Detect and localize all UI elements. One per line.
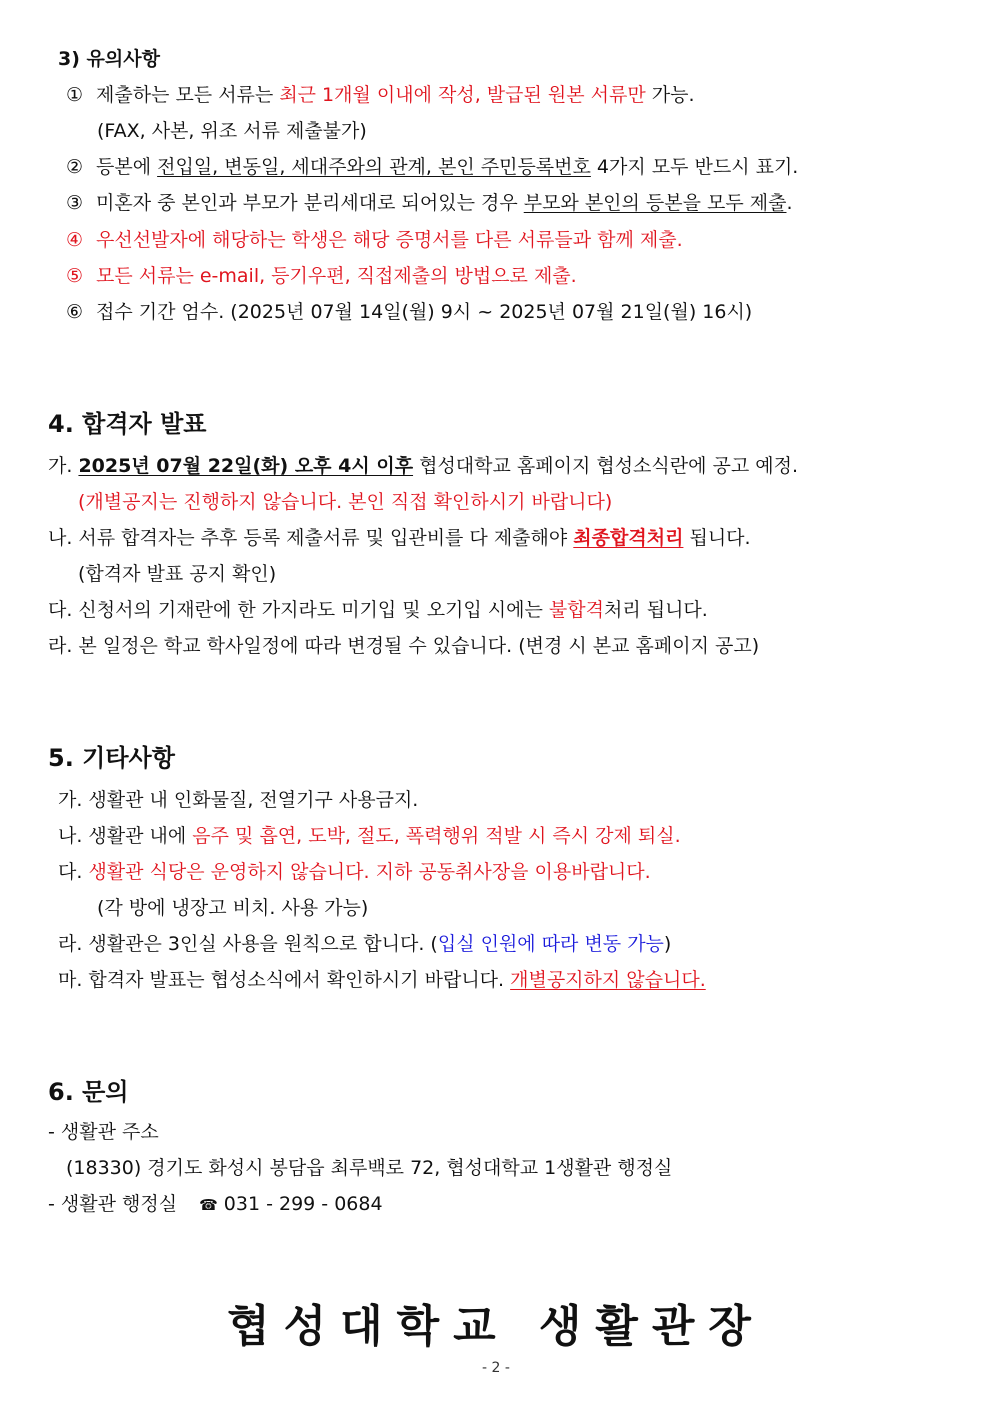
notice-item-1: ① 제출하는 모든 서류는 최근 1개월 이내에 작성, 발급된 원본 서류만 가능. — [66, 84, 695, 106]
announce-item-ra: 라. 본 일정은 학교 학사일정에 따라 변경될 수 있습니다. (변경 시 본교 홈페이지 공고) — [48, 635, 760, 657]
notice-item-2: ② 등본에 전입일, 변동일, 세대주와의 관계, 본인 주민등록번호 4가지 모두 반드시 표기. — [66, 156, 799, 178]
section-6-heading: 6. 문의 — [48, 1078, 129, 1106]
item-number: ② — [66, 156, 84, 178]
section-4-heading: 4. 합격자 발표 — [48, 410, 207, 438]
notice-item-5: ⑤ 모든 서류는 e-mail, 등기우편, 직접제출의 방법으로 제출. — [66, 265, 577, 287]
address-text: (18330) 경기도 화성시 봉담읍 최루백로 72, 협성대학교 1생활관 행정실 — [66, 1157, 673, 1179]
etc-item-ra: 라. 생활관은 3인실 사용을 원칙으로 합니다. (입실 인원에 따라 변동 가능) — [58, 933, 672, 955]
phone-number: 031 - 299 - 0684 — [223, 1193, 383, 1215]
warning-text: 생활관 식당은 운영하지 않습니다. 지하 공동취사장을 이용바랍니다. — [88, 861, 651, 883]
address-label: - 생활관 주소 — [48, 1121, 159, 1143]
phone-icon: ☎ — [199, 1196, 218, 1214]
warning-text: 개별공지하지 않습니다. — [510, 969, 706, 991]
item-number: ③ — [66, 192, 84, 214]
item-number: ① — [66, 84, 84, 106]
notice-item-4: ④ 우선선발자에 해당하는 학생은 해당 증명서를 다른 서류들과 함께 제출. — [66, 229, 683, 251]
underlined-text: 부모와 본인의 등본을 모두 제출 — [523, 192, 787, 214]
etc-item-ma: 마. 합격자 발표는 협성소식에서 확인하시기 바랍니다. 개별공지하지 않습니다. — [58, 969, 706, 991]
announce-item-na-note: (합격자 발표 공지 확인) — [78, 563, 277, 585]
section-5-heading: 5. 기타사항 — [48, 744, 175, 772]
notice-item-6: ⑥ 접수 기간 엄수. (2025년 07월 14일(월) 9시 ~ 2025년 07월 21일(월) 16시) — [66, 301, 753, 323]
etc-item-na: 나. 생활관 내에 음주 및 흡연, 도박, 절도, 폭력행위 적발 시 즉시 강제 퇴실. — [58, 825, 681, 847]
notice-item-3: ③ 미혼자 중 본인과 부모가 분리세대로 되어있는 경우 부모와 본인의 등본을 모두 제출. — [66, 192, 793, 214]
announce-item-ga: 가. 2025년 07월 22일(화) 오후 4시 이후 협성대학교 홈페이지 협성소식란에 공고 예정. — [48, 455, 799, 477]
item-number: ⑥ — [66, 301, 84, 323]
highlight-text: 최근 1개월 이내에 작성, 발급된 원본 서류만 — [279, 84, 646, 106]
announce-item-na: 나. 서류 합격자는 추후 등록 제출서류 및 입관비를 다 제출해야 최종합격처리 됩니다. — [48, 527, 751, 549]
warning-text: 음주 및 흡연, 도박, 절도, 폭력행위 적발 시 즉시 강제 퇴실. — [192, 825, 681, 847]
item-number: ⑤ — [66, 265, 84, 287]
announce-date: 2025년 07월 22일(화) 오후 4시 이후 — [78, 455, 414, 477]
page-number: - 2 - — [482, 1360, 510, 1376]
announce-item-ga-note: (개별공지는 진행하지 않습니다. 본인 직접 확인하시기 바랍니다) — [78, 491, 613, 513]
phone-line: - 생활관 행정실 ☎ 031 - 299 - 0684 — [48, 1193, 383, 1215]
final-pass-text: 최종합격처리 — [573, 527, 684, 549]
underlined-text: 전입일, 변동일, 세대주와의 관계, 본인 주민등록번호 — [157, 156, 591, 178]
etc-item-ga: 가. 생활관 내 인화물질, 전열기구 사용금지. — [58, 789, 419, 811]
section-3-heading: 3) 유의사항 — [58, 48, 160, 70]
fail-text: 불합격 — [548, 599, 604, 621]
announce-item-da: 다. 신청서의 기재란에 한 가지라도 미기입 및 오기입 시에는 불합격처리 됩니다. — [48, 599, 708, 621]
note-text: 입실 인원에 따라 변동 가능 — [437, 933, 664, 955]
etc-item-da-note: (각 방에 냉장고 비치. 사용 가능) — [97, 897, 369, 919]
etc-item-da: 다. 생활관 식당은 운영하지 않습니다. 지하 공동취사장을 이용바랍니다. — [58, 861, 651, 883]
item-number: ④ — [66, 229, 84, 251]
notice-item-1-note: (FAX, 사본, 위조 서류 제출불가) — [97, 120, 367, 142]
footer-title: 협성대학교 생활관장 — [227, 1301, 765, 1352]
